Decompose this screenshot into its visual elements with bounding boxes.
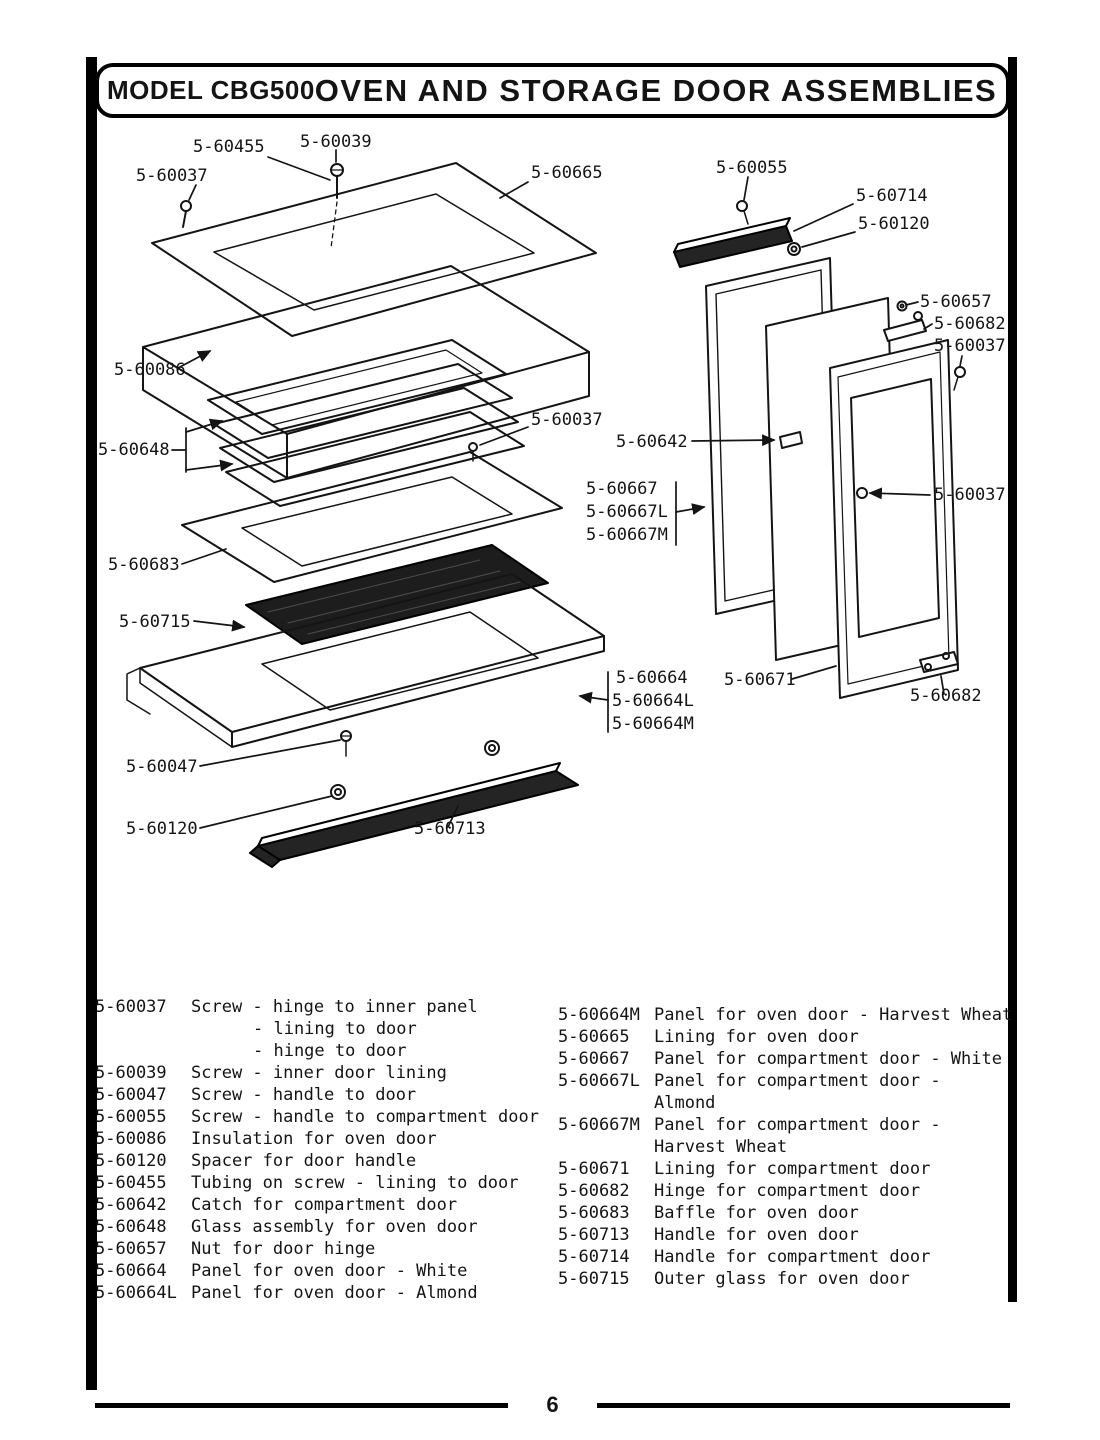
part-number <box>558 1092 654 1114</box>
nut-5-60657-icon <box>898 302 907 311</box>
part-number: 5-60671 <box>558 1159 630 1179</box>
page-title: OVEN AND STORAGE DOOR ASSEMBLIES <box>314 72 998 108</box>
part-number: 5-60667L <box>558 1071 640 1091</box>
part-number: 5-60713 <box>558 1225 630 1245</box>
part-desc: Screw - handle to door <box>191 1085 417 1105</box>
part-desc: Tubing on screw - lining to door <box>191 1173 519 1193</box>
screw-5-60037-top-icon <box>181 201 191 227</box>
callout-5-60055: 5-60055 <box>716 158 788 178</box>
part-desc: Catch for compartment door <box>191 1195 458 1215</box>
callout-5-60455: 5-60455 <box>193 137 265 157</box>
parts-row <box>558 1246 1010 1268</box>
part-number: 5-60037 <box>95 997 167 1017</box>
part-number: 5-60664M <box>558 1005 640 1025</box>
screw-5-60055-icon <box>737 201 748 224</box>
callout-5-60714: 5-60714 <box>856 186 928 206</box>
parts-row <box>95 1194 550 1216</box>
part-number: 5-60455 <box>95 1173 167 1193</box>
part-number: 5-60047 <box>95 1085 167 1105</box>
part-number: 5-60664 <box>95 1261 167 1281</box>
spacer-5-60120-left-icon <box>331 785 345 799</box>
parts-row <box>95 1172 550 1194</box>
part-number: 5-60648 <box>95 1217 167 1237</box>
parts-row <box>558 1092 1010 1114</box>
parts-row <box>95 1084 550 1106</box>
part-desc: Panel for oven door - Almond <box>191 1283 478 1303</box>
parts-row <box>95 1018 550 1040</box>
parts-list-right-column <box>558 1004 1013 1290</box>
part-desc: - lining to door <box>253 1019 417 1039</box>
parts-row <box>558 1048 1010 1070</box>
part-number: 5-60664L <box>95 1283 177 1303</box>
part-desc: Nut for door hinge <box>191 1239 376 1259</box>
callout-5-60664: 5-60664 <box>616 668 688 688</box>
callout-5-60657: 5-60657 <box>920 292 992 312</box>
callout-5-60682-bottom: 5-60682 <box>910 686 982 706</box>
callout-5-60086: 5-60086 <box>114 360 186 380</box>
spacer-5-60120-right-icon <box>485 741 499 755</box>
part-number: 5-60667M <box>558 1115 640 1135</box>
parts-row <box>95 1260 550 1282</box>
parts-row <box>95 1128 550 1150</box>
parts-row <box>558 1070 1010 1092</box>
part-number: 5-60714 <box>558 1247 630 1267</box>
part-desc: Glass assembly for oven door <box>191 1217 478 1237</box>
callout-5-60120-bottom: 5-60120 <box>126 819 198 839</box>
parts-row <box>95 1238 550 1260</box>
parts-row <box>95 1062 550 1084</box>
parts-row <box>558 1026 1010 1048</box>
part-number: 5-60657 <box>95 1239 167 1259</box>
footer-rule-left <box>95 1403 508 1408</box>
part-desc: Lining for oven door <box>654 1027 859 1047</box>
parts-row <box>95 1040 550 1062</box>
part-desc: Screw - inner door lining <box>191 1063 447 1083</box>
callout-5-60039: 5-60039 <box>300 132 372 152</box>
callout-5-60047: 5-60047 <box>126 757 198 777</box>
part-desc: Insulation for oven door <box>191 1129 437 1149</box>
callout-5-60671: 5-60671 <box>724 670 796 690</box>
parts-row <box>558 1202 1010 1224</box>
spacer-5-60120-comp-icon <box>788 243 800 255</box>
part-number <box>558 1136 654 1158</box>
part-desc: Baffle for oven door <box>654 1203 859 1223</box>
page-number: 6 <box>546 1392 559 1417</box>
part-desc: Panel for oven door - White <box>191 1261 468 1281</box>
parts-row <box>95 1150 550 1172</box>
part-desc: Panel for compartment door - White <box>654 1049 1002 1069</box>
part-number: 5-60665 <box>558 1027 630 1047</box>
part-number: 5-60086 <box>95 1129 167 1149</box>
callout-5-60667: 5-60667 <box>586 479 658 499</box>
part-desc: Spacer for door handle <box>191 1151 417 1171</box>
callout-5-60037-far-right: 5-60037 <box>934 485 1006 505</box>
callout-5-60664L: 5-60664L <box>612 691 694 711</box>
part-number: 5-60055 <box>95 1107 167 1127</box>
callout-5-60682-top: 5-60682 <box>934 314 1006 334</box>
callout-5-60667M: 5-60667M <box>586 525 668 545</box>
part-desc: Panel for compartment door - <box>654 1115 941 1135</box>
part-desc: Hinge for compartment door <box>654 1181 921 1201</box>
hinge-5-60682-top-icon <box>884 312 926 341</box>
screw-5-60039-icon <box>331 164 343 248</box>
part-number: 5-60039 <box>95 1063 167 1083</box>
callout-5-60642: 5-60642 <box>616 432 688 452</box>
footer <box>95 1392 1010 1418</box>
parts-row <box>95 1282 550 1304</box>
footer-rule-right <box>597 1403 1010 1408</box>
parts-row <box>558 1224 1010 1246</box>
part-desc: Screw - hinge to inner panel <box>191 997 478 1017</box>
part-desc: Handle for compartment door <box>654 1247 931 1267</box>
parts-row <box>95 1106 550 1128</box>
part-handle-5-60714 <box>674 218 792 267</box>
part-lining-5-60665 <box>152 163 596 336</box>
part-desc: Harvest Wheat <box>654 1137 788 1157</box>
callout-5-60683: 5-60683 <box>108 555 180 575</box>
screw-5-60047-icon <box>341 731 351 756</box>
part-desc: Panel for compartment door - <box>654 1071 941 1091</box>
parts-row <box>558 1158 1010 1180</box>
callout-5-60037-center: 5-60037 <box>531 410 603 430</box>
model-label: MODEL CBG500 <box>107 75 315 105</box>
parts-row <box>558 1114 1010 1136</box>
parts-list-left-column <box>95 996 550 1304</box>
callout-5-60120-right: 5-60120 <box>858 214 930 234</box>
part-number: 5-60642 <box>95 1195 167 1215</box>
part-handle-5-60713 <box>250 763 578 867</box>
part-desc: Screw - handle to compartment door <box>191 1107 539 1127</box>
part-glass-assembly-5-60648 <box>208 340 524 506</box>
part-desc: - hinge to door <box>253 1041 407 1061</box>
parts-row <box>95 1216 550 1238</box>
part-desc: Panel for oven door - Harvest Wheat <box>654 1005 1013 1025</box>
part-number: 5-60715 <box>558 1269 630 1289</box>
callout-5-60667L: 5-60667L <box>586 502 668 522</box>
parts-row <box>558 1180 1010 1202</box>
callout-5-60713: 5-60713 <box>414 819 486 839</box>
part-number: 5-60683 <box>558 1203 630 1223</box>
part-number <box>95 1040 191 1062</box>
parts-row <box>558 1004 1013 1026</box>
callout-5-60037-top-left: 5-60037 <box>136 166 208 186</box>
part-desc: Handle for oven door <box>654 1225 859 1245</box>
part-number: 5-60682 <box>558 1181 630 1201</box>
part-number: 5-60667 <box>558 1049 630 1069</box>
callout-5-60648: 5-60648 <box>98 440 170 460</box>
callout-5-60665: 5-60665 <box>531 163 603 183</box>
part-number: 5-60120 <box>95 1151 167 1171</box>
part-lining-5-60671 <box>830 340 958 698</box>
parts-row <box>558 1136 1010 1158</box>
part-desc: Outer glass for oven door <box>654 1269 910 1289</box>
part-desc: Almond <box>654 1093 716 1113</box>
screw-5-60037-right-icon <box>954 367 965 390</box>
parts-row <box>95 996 550 1018</box>
callout-5-60037-top-right: 5-60037 <box>934 336 1006 356</box>
parts-row <box>558 1268 1010 1290</box>
callout-5-60715: 5-60715 <box>119 612 191 632</box>
part-desc: Lining for compartment door <box>654 1159 931 1179</box>
callout-5-60664M: 5-60664M <box>612 714 694 734</box>
part-number <box>95 1018 191 1040</box>
